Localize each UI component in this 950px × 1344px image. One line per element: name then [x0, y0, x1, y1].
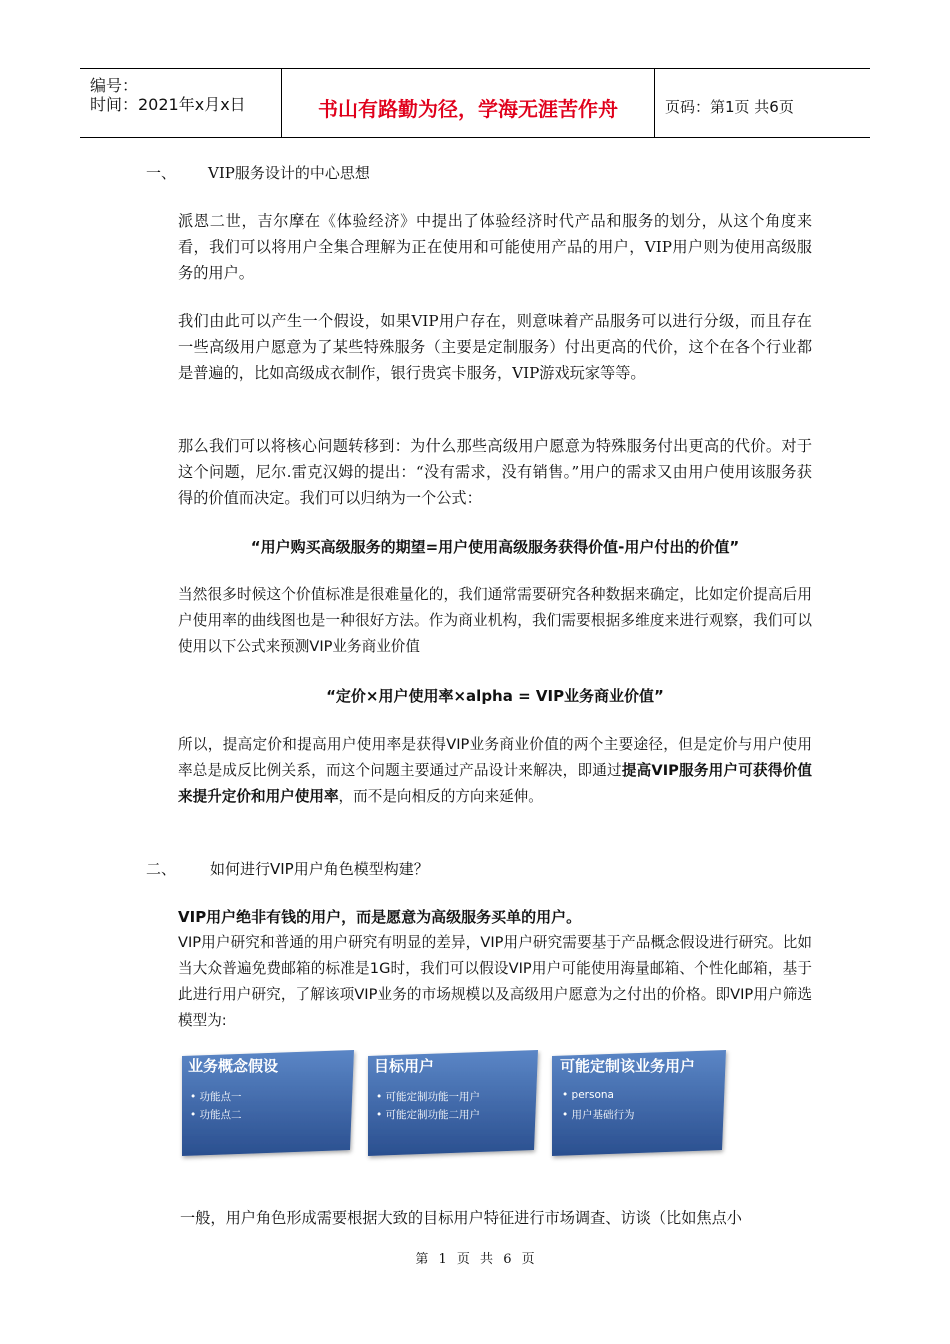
- diagram-box-3-item-1: • persona: [562, 1089, 614, 1101]
- paragraph-6: VIP用户研究和普通的用户研究有明显的差异，VIP用户研究需要基于产品概念假设进行研究。比如当大众普遍免费邮箱的标准是1G时，我们可以假设VIP用户可能使用海量邮箱、个性化邮箱，基于此进行用户研究，了解该项VIP业务的市场规模以及高级用户愿意为之付出的价格。即VIP用户筛选模型为:: [178, 934, 812, 1029]
- diagram-box-3-title: 可能定制该业务用户: [560, 1057, 696, 1075]
- diagram-box-1-title: 业务概念假设: [188, 1057, 279, 1075]
- paragraph-5: [178, 732, 812, 810]
- diagram-box-2-item-1: • 可能定制功能一用户: [376, 1091, 481, 1103]
- paragraph-1: 派恩二世，吉尔摩在《体验经济》中提出了体验经济时代产品和服务的划分，从这个角度来看，我们可以将用户全集合理解为正在使用和可能使用产品的用户，VIP用户则为使用高级服务的用户。: [178, 212, 812, 282]
- header-motto: 书山有路勤为径，学海无涯苦作舟: [318, 97, 618, 121]
- header-left-cell: [80, 69, 282, 137]
- paragraph-2: 我们由此可以产生一个假设，如果VIP用户存在，则意味着产品服务可以进行分级，而且存在一些高级用户愿意为了某些特殊服务（主要是定制服务）付出更高的代价，这个在各个行业都是普遍的，比如高级成衣制作，银行贵宾卡服务，VIP游戏玩家等等。: [178, 312, 812, 382]
- diagram-box-1-item-2: • 功能点二: [190, 1109, 242, 1121]
- page-footer: 第 1 页 共 6 页: [415, 1252, 535, 1267]
- paragraph-4: 当然很多时候这个价值标准是很难量化的，我们通常需要研究各种数据来确定，比如定价提高后用户使用率的曲线图也是一种很好方法。作为商业机构，我们需要根据多维度来进行观察，我们可以使用以下公式来预测VIP业务商业价值: [178, 586, 812, 655]
- header-motto-cell: [282, 69, 655, 137]
- paragraph-3: 那么我们可以将核心问题转移到：为什么那些高级用户愿意为特殊服务付出更高的代价。对于这个问题，尼尔.雷克汉姆的提出：“没有需求，没有销售。”用户的需求又由用户使用该服务获得的价值而决定。我们可以归纳为一个公式：: [178, 437, 812, 507]
- diagram-box-1-item-1: • 功能点一: [190, 1091, 242, 1103]
- section2-title: 如何进行VIP用户角色模型构建？: [210, 860, 429, 878]
- page-header: [80, 68, 870, 138]
- header-page-cell: [655, 69, 870, 137]
- paragraph-5-text-c: ，而不是向相反的方向来延伸。: [338, 788, 543, 805]
- diagram-box-2-title: 目标用户: [374, 1057, 435, 1075]
- header-page-label: 页码：第1页 共6页: [665, 98, 794, 116]
- formula-1: “用户购买高级服务的期望=用户使用高级服务获得价值-用户付出的价值”: [250, 538, 740, 556]
- diagram-box-2-item-2: • 可能定制功能二用户: [376, 1109, 481, 1121]
- vip-screening-model-diagram: [178, 1050, 738, 1165]
- section2-bold-line: VIP用户绝非有钱的用户，而是愿意为高级服务买单的用户。: [178, 908, 582, 926]
- formula-2: “定价×用户使用率×alpha = VIP业务商业价值”: [326, 687, 664, 705]
- section2-number: 二、: [146, 860, 177, 878]
- section1-title: VIP服务设计的中心思想: [208, 164, 370, 182]
- diagram-box-3-item-2: • 用户基础行为: [562, 1109, 635, 1121]
- section1-number: 一、: [146, 164, 177, 182]
- header-date-label: 时间：2021年x月x日: [90, 95, 246, 114]
- paragraph-7: 一般，用户角色形成需要根据大致的目标用户特征进行市场调查、访谈（比如焦点小: [180, 1209, 742, 1227]
- paragraph-5-bold: 提高VIP服务用户可获得价值来提升定价和用户使用率: [178, 762, 813, 805]
- header-code-label: 编号：: [90, 76, 139, 95]
- paragraph-5-text-a: 所以，提高定价和提高用户使用率是获得VIP业务商业价值的两个主要途径，但是定价与用户使用率总是成反比例关系，而这个问题主要通过产品设计来解决，即通过: [178, 736, 812, 779]
